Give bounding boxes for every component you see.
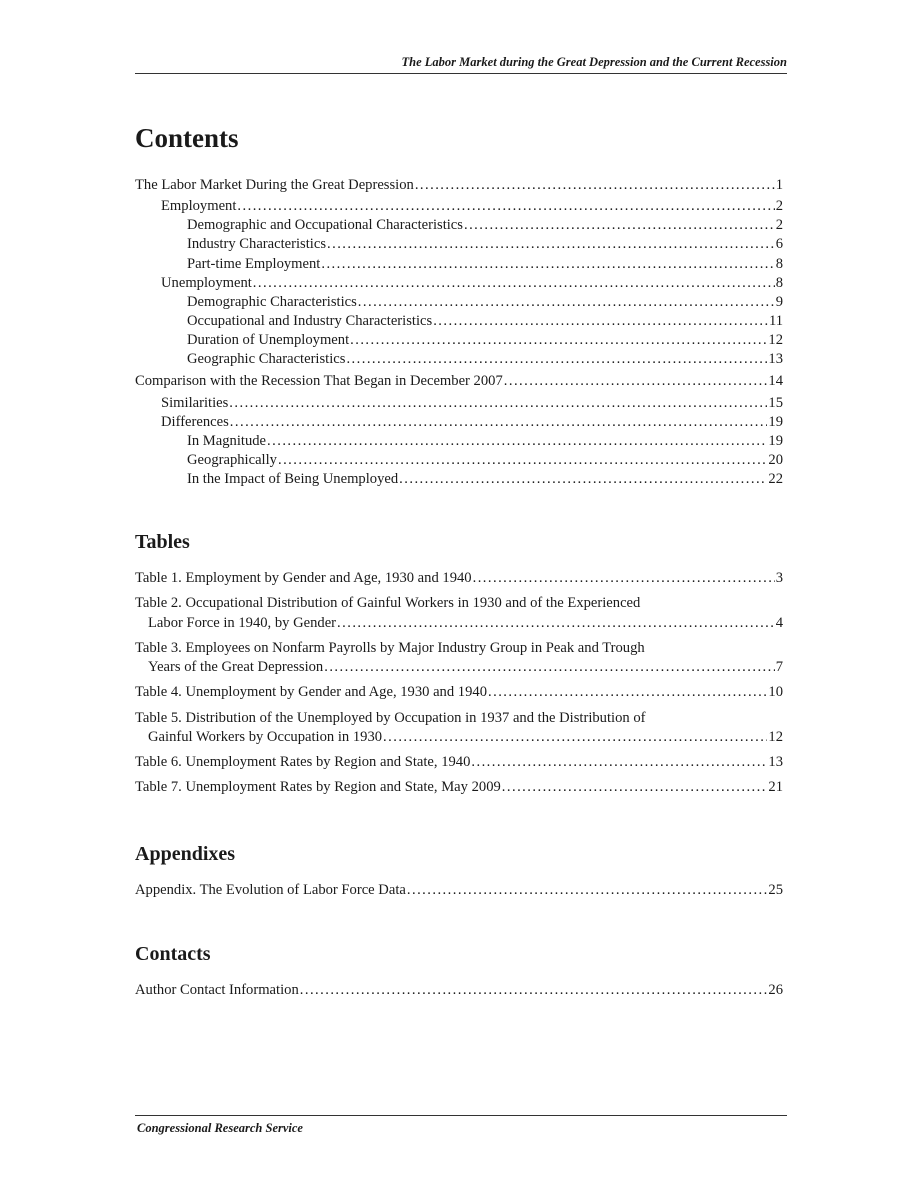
toc-entry[interactable] — [135, 235, 783, 254]
toc-entry[interactable] — [135, 639, 783, 678]
toc-entry-page: 13 — [768, 754, 783, 771]
dot-leader — [300, 981, 768, 1000]
dot-leader — [267, 432, 767, 451]
toc-entry-label: In Magnitude — [187, 432, 267, 449]
dot-leader — [350, 331, 767, 350]
toc-entry[interactable] — [135, 432, 783, 451]
toc-entry-page: 2 — [775, 198, 783, 215]
toc-entry-label-cont: Labor Force in 1940, by Gender — [148, 614, 337, 631]
toc-entry-label: Comparison with the Recession That Began in December 2007 — [135, 373, 503, 390]
dot-leader — [324, 658, 774, 677]
toc-entry-label: Table 7. Unemployment Rates by Region and State, May 2009 — [135, 779, 501, 796]
header-rule — [135, 73, 787, 74]
dot-leader — [253, 274, 775, 293]
toc-entry-label: Table 2. Occupational Distribution of Gainful Workers in 1930 and of the Experienced — [135, 595, 641, 612]
toc-entry-label: Demographic Characteristics — [187, 293, 357, 310]
toc-entry-label: Table 1. Employment by Gender and Age, 1930 and 1940 — [135, 570, 472, 586]
toc-entry-line — [135, 614, 783, 633]
toc-entry-page: 8 — [775, 255, 783, 272]
dot-leader — [433, 312, 768, 331]
dot-leader — [473, 569, 775, 588]
toc-entry-page: 19 — [768, 432, 783, 449]
toc-entry-label-cont: Years of the Great Depression — [148, 659, 324, 676]
toc-entry-page: 8 — [775, 274, 783, 291]
toc-entry-label: Occupational and Industry Characteristics — [187, 312, 433, 329]
running-header: The Labor Market during the Great Depression and the Current Recession — [401, 55, 787, 69]
toc-entry-page: 1 — [775, 177, 783, 193]
toc-entry-label: Appendix. The Evolution of Labor Force Data — [135, 882, 406, 898]
toc-entry[interactable] — [135, 350, 783, 369]
contacts-heading: Contacts — [135, 943, 211, 965]
dot-leader — [346, 350, 767, 369]
toc-entry-label: Employment — [161, 198, 237, 215]
toc-entry-line — [135, 658, 783, 677]
toc-entry[interactable] — [135, 881, 783, 900]
toc-entry[interactable] — [135, 394, 783, 413]
toc-entry-page: 13 — [768, 351, 783, 368]
toc-entry-label: Similarities — [161, 394, 229, 411]
toc-entry-label: Unemployment — [161, 274, 252, 291]
toc-entry-page: 19 — [768, 413, 783, 430]
toc-entry[interactable] — [135, 216, 783, 235]
toc-entry-page: 22 — [768, 471, 783, 488]
toc-entry-line — [135, 753, 783, 772]
toc-entry[interactable] — [135, 372, 783, 391]
dot-leader — [502, 778, 768, 797]
dot-leader — [229, 394, 767, 413]
toc-entry-label: Table 3. Employees on Nonfarm Payrolls by Major Industry Group in Peak and Trough — [135, 639, 645, 656]
toc-entry-label: Geographically — [187, 451, 277, 468]
toc-entry[interactable] — [135, 683, 783, 702]
toc-entry-label: Table 5. Distribution of the Unemployed by Occupation in 1937 and the Distribution of — [135, 709, 646, 726]
contents-title: Contents — [135, 123, 239, 153]
toc-entry-page: 9 — [775, 293, 783, 310]
dot-leader — [358, 293, 775, 312]
contacts-list — [135, 981, 783, 1000]
toc-entry[interactable] — [135, 176, 783, 195]
toc-entry[interactable] — [135, 331, 783, 350]
toc-entry[interactable] — [135, 470, 783, 489]
footer-rule — [135, 1115, 787, 1116]
toc-entry[interactable] — [135, 293, 783, 312]
toc-entry[interactable] — [135, 312, 783, 331]
toc-entry-page: 10 — [768, 684, 783, 701]
toc-entry-page: 6 — [775, 236, 783, 253]
toc-entry-page: 25 — [768, 882, 783, 898]
toc-entry-line — [135, 683, 783, 702]
toc-entry-label: Part-time Employment — [187, 255, 321, 272]
toc-entry[interactable] — [135, 197, 783, 216]
toc-entry-page: 20 — [768, 451, 783, 468]
dot-leader — [407, 881, 768, 900]
toc-entry-page: 15 — [768, 394, 783, 411]
toc-entry-line — [135, 728, 783, 747]
toc-entry-page: 14 — [768, 373, 783, 390]
toc-entry-page: 7 — [775, 659, 783, 676]
dot-leader — [230, 413, 768, 432]
toc-entry-label: The Labor Market During the Great Depression — [135, 177, 414, 193]
appendixes-heading: Appendixes — [135, 843, 236, 865]
dot-leader — [488, 683, 767, 702]
dot-leader — [383, 728, 767, 747]
dot-leader — [415, 176, 775, 195]
toc-entry-page: 2 — [775, 217, 783, 234]
dot-leader — [327, 235, 775, 254]
dot-leader — [504, 372, 768, 391]
toc-entry-label: In the Impact of Being Unemployed — [187, 471, 399, 488]
toc-entry[interactable] — [135, 778, 783, 797]
dot-leader — [337, 614, 775, 633]
dot-leader — [399, 470, 767, 489]
toc-entry[interactable] — [135, 413, 783, 432]
toc-entry-line — [135, 778, 783, 797]
dot-leader — [237, 197, 774, 216]
toc-entry-line — [135, 569, 783, 588]
toc-entry-page: 12 — [768, 332, 783, 349]
footer-text: Congressional Research Service — [137, 1121, 303, 1135]
toc-entry-label: Differences — [161, 413, 229, 430]
toc-entry[interactable] — [135, 709, 783, 748]
toc-entry[interactable] — [135, 981, 783, 1000]
toc-entry-label: Table 6. Unemployment Rates by Region and State, 1940 — [135, 754, 471, 771]
toc-entry[interactable] — [135, 255, 783, 274]
toc-entry-label-cont: Gainful Workers by Occupation in 1930 — [148, 729, 383, 746]
dot-leader — [278, 451, 767, 470]
toc-entry[interactable] — [135, 753, 783, 772]
toc-entry-label: Table 4. Unemployment by Gender and Age, 1930 and 1940 — [135, 684, 487, 701]
appendixes-list — [135, 881, 783, 900]
toc-entry-label: Duration of Unemployment — [187, 332, 350, 349]
toc-entry-page: 12 — [768, 729, 783, 746]
toc-entry-label: Author Contact Information — [135, 982, 299, 998]
dot-leader — [471, 753, 767, 772]
toc-entry[interactable] — [135, 451, 783, 470]
toc-entry-page: 26 — [768, 982, 783, 998]
dot-leader — [464, 216, 775, 235]
toc-entry-page: 3 — [775, 570, 783, 586]
tables-heading: Tables — [135, 531, 190, 553]
toc-entry[interactable] — [135, 274, 783, 293]
toc-entry-label: Geographic Characteristics — [187, 351, 346, 368]
toc-entry-page: 4 — [775, 614, 783, 631]
tables-list — [135, 569, 783, 803]
toc-entry-page: 21 — [768, 779, 783, 796]
toc-entry-label: Demographic and Occupational Characteristics — [187, 217, 463, 234]
toc-entry[interactable] — [135, 594, 783, 633]
toc-entry-page: 11 — [768, 312, 783, 329]
toc-entry-label: Industry Characteristics — [187, 236, 327, 253]
contents-list — [135, 176, 783, 489]
dot-leader — [321, 255, 774, 274]
toc-entry[interactable] — [135, 569, 783, 588]
